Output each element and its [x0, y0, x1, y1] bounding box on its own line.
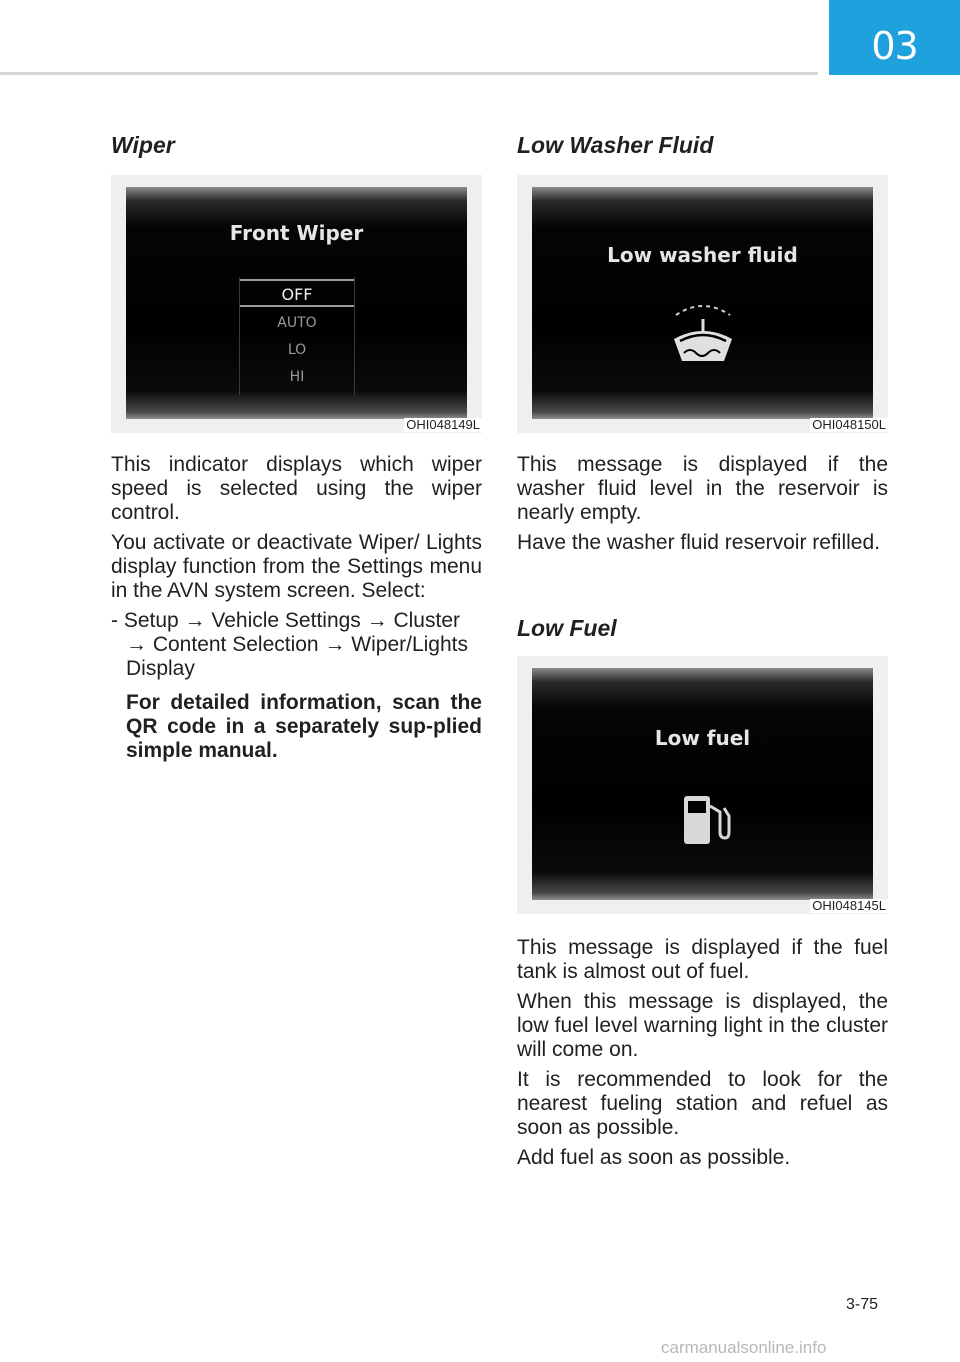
washer-paragraph: Have the washer fluid reservoir refilled. [517, 531, 880, 554]
wiper-figure [111, 175, 482, 433]
selection-line-bottom [240, 305, 354, 307]
wiper-figure-code: OHI048149L [406, 417, 480, 432]
fuel-body [517, 936, 888, 1176]
wiper-option-auto: AUTO [277, 315, 317, 331]
chapter-tab: 03 [829, 0, 960, 75]
wiper-option-menu [239, 277, 355, 395]
wiper-settings-path: - Setup → Vehicle Settings → Cluster → Content Selection → Wiper/Lights Display [111, 609, 468, 680]
washer-fluid-icon [668, 299, 738, 363]
fuel-title: Low Fuel [517, 615, 617, 641]
wiper-paragraph: This indicator displays which wiper speed is selected using the wiper control. [111, 453, 482, 524]
fuel-paragraph: Add fuel as soon as possible. [517, 1146, 791, 1169]
wiper-option-off: OFF [281, 285, 313, 304]
wiper-option-hi: HI [289, 369, 305, 385]
fuel-pump-icon [682, 792, 732, 848]
fuel-paragraph: When this message is displayed, the low fuel level warning light in the cluster will come on. [517, 990, 888, 1061]
washer-body [517, 453, 888, 561]
wiper-option-lo: LO [287, 342, 307, 358]
fuel-paragraph: It is recommended to look for the nearest fueling station and refuel as soon as possible. [517, 1068, 888, 1139]
low-washer-fluid-label: Low washer fluid [607, 243, 798, 267]
washer-title: Low Washer Fluid [517, 132, 714, 158]
wiper-title: Wiper [111, 132, 175, 158]
wiper-body [111, 453, 482, 769]
header-rule [0, 72, 818, 75]
watermark: carmanualsonline.info [661, 1338, 827, 1357]
selection-line-top [240, 279, 354, 281]
wiper-paragraph: You activate or deactivate Wiper/ Lights display function from the Settings menu in the AVN system screen. Select: [111, 531, 482, 602]
fuel-figure [517, 656, 888, 914]
front-wiper-label: Front Wiper [229, 221, 364, 245]
wiper-screen [126, 187, 467, 419]
washer-paragraph: This message is displayed if the washer fluid level in the reservoir is nearly empty. [517, 453, 888, 524]
washer-figure [517, 175, 888, 433]
washer-screen [532, 187, 873, 419]
fuel-figure-code: OHI048145L [812, 898, 886, 913]
fuel-screen [532, 668, 873, 900]
page-number: 3-75 [846, 1296, 879, 1313]
washer-figure-code: OHI048150L [812, 417, 886, 432]
fuel-paragraph: This message is displayed if the fuel tank is almost out of fuel. [517, 936, 888, 983]
low-fuel-label: Low fuel [654, 726, 751, 750]
wiper-note: For detailed information, scan the QR code in a separately sup-plied simple manual. [126, 691, 482, 762]
